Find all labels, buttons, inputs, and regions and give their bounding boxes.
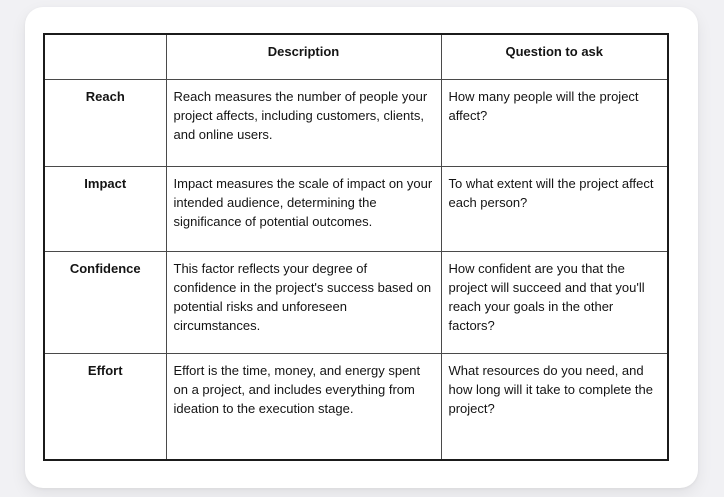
factor-description: This factor reflects your degree of confidence in the project's success based on potential risks and unforeseen circumstances. <box>166 251 441 353</box>
table-header-row <box>44 34 668 79</box>
factor-description: Impact measures the scale of impact on your intended audience, determining the significance of potential outcomes. <box>166 166 441 251</box>
factor-question: To what extent will the project affect each person? <box>441 166 668 251</box>
factor-question: How many people will the project affect? <box>441 79 668 166</box>
factor-label: Reach <box>44 79 166 166</box>
header-factor <box>44 34 166 79</box>
factor-question: How confident are you that the project will succeed and that you'll reach your goals in the other factors? <box>441 251 668 353</box>
header-question-to-ask: Question to ask <box>441 34 668 79</box>
table-row-reach <box>44 79 668 166</box>
factor-label: Impact <box>44 166 166 251</box>
table-row-confidence <box>44 251 668 353</box>
table-row-impact <box>44 166 668 251</box>
content-card <box>25 7 698 488</box>
factor-question: What resources do you need, and how long will it take to complete the project? <box>441 353 668 460</box>
factor-description: Reach measures the number of people your project affects, including customers, clients, and online users. <box>166 79 441 166</box>
header-description: Description <box>166 34 441 79</box>
factor-label: Effort <box>44 353 166 460</box>
rice-factors-table <box>43 33 669 461</box>
table-row-effort <box>44 353 668 460</box>
factor-description: Effort is the time, money, and energy spent on a project, and includes everything from ideation to the execution stage. <box>166 353 441 460</box>
factor-label: Confidence <box>44 251 166 353</box>
